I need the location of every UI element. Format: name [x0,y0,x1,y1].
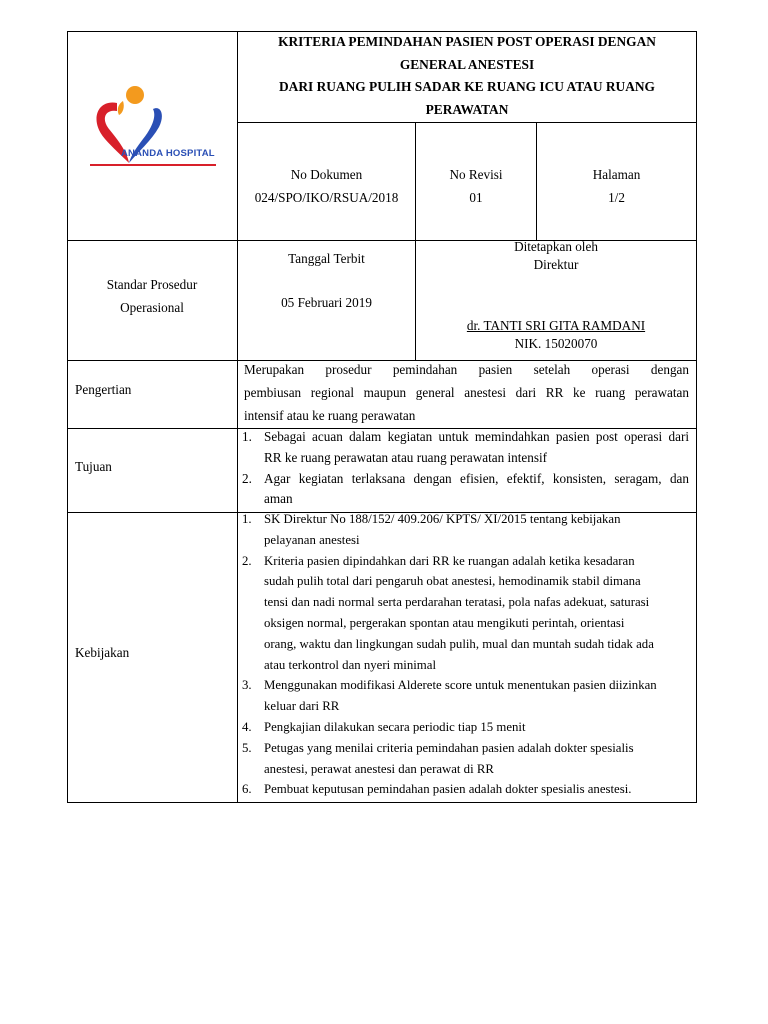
list-item [238,738,691,780]
doc-number-cell [238,163,415,209]
pengertian-line-3: intensif atau ke ruang perawatan [244,408,416,423]
title-line-3: DARI RUANG PULIH SADAR KE RUANG ICU ATAU RUANG [279,79,655,94]
approved-by-role: Direktur [533,257,579,272]
list-number: 1. [242,512,252,526]
signer-nik: NIK. 15020070 [514,336,598,351]
list-text: Pengkajian dilakukan secara periodic tiap 15 menit [264,719,526,734]
document-title [238,31,696,122]
list-text: SK Direktur No 188/152/ 409.206/ KPTS/ XI/2015 tentang kebijakan [264,512,621,526]
border-left [67,31,68,803]
list-item [238,551,691,676]
list-text: anestesi, perawat anestesi dan perawat di RR [264,761,494,776]
list-text: Agar kegiatan terlaksana dengan efisien, efektif, konsisten, seragam, dan [264,470,689,486]
list-item [238,509,691,551]
tujuan-list [238,427,689,510]
list-text: sudah pulih total dari pengaruh obat anestesi, hemodinamik stabil dimana [264,574,641,589]
list-text: pelayanan anestesi [264,532,360,547]
approved-by-label: Ditetapkan oleh [514,239,598,254]
tujuan-label: Tujuan [75,459,112,474]
pengertian-line-2: pembiusan regional maupun general anestesi dari RR ke ruang perawatan [244,385,689,400]
issue-date-label: Tanggal Terbit [288,251,365,266]
list-number: 4. [242,719,252,734]
list-text: Pembuat keputusan pemindahan pasien adalah dokter spesialis anestesi. [264,782,632,797]
list-text: oksigen normal, pergerakan spontan atau mengikuti perintah, orientasi [264,615,625,630]
title-line-1: KRITERIA PEMINDAHAN PASIEN POST OPERASI DENGAN [278,34,656,49]
sop-label-cell [67,273,237,319]
page-label: Halaman [592,167,641,182]
logo-text: ANANDA HOSPITAL [121,148,215,159]
pengertian-line-1: Merupakan prosedur pemindahan pasien setelah operasi dengan [244,362,689,377]
sop-label-line-1: Standar Prosedur [106,277,198,292]
list-item [238,717,691,738]
list-item [238,469,689,511]
list-number: 1. [242,429,252,444]
revision-label: No Revisi [449,167,503,182]
list-text: Sebagai acuan dalam kegiatan untuk memindahkan pasien post operasi dari [264,429,689,444]
title-line-4: PERAWATAN [425,101,509,117]
doc-number-label: No Dokumen [290,167,363,182]
list-number: 5. [242,740,252,755]
sop-document [67,31,697,803]
border-bottom [67,802,697,803]
row-line-title [237,122,697,123]
title-line-2: GENERAL ANESTESI [399,56,535,72]
hospital-logo [87,81,222,171]
kebijakan-list [238,509,691,800]
issue-date-cell [238,251,415,311]
list-item [238,779,691,800]
list-text: orang, waktu dan lingkungan sudah pulih, mual dan muntah sudah tidak ada [264,636,654,651]
sop-label-line-2: Operasional [120,300,184,315]
list-number: 6. [242,782,252,797]
pengertian-label: Pengertian [75,382,132,397]
pengertian-text [244,358,689,427]
list-text: RR ke ruang perawatan atau ruang perawatan intensif [264,449,548,465]
approval-cell [416,238,696,353]
list-text: keluar dari RR [264,699,340,714]
page-value: 1/2 [608,190,625,205]
list-text: aman [264,491,293,507]
kebijakan-label: Kebijakan [75,645,130,660]
list-text: Kriteria pasien dipindahkan dari RR ke ruangan adalah ketika kesadaran [264,553,635,568]
doc-number-value: 024/SPO/IKO/RSUA/2018 [254,190,399,205]
list-text: Menggunakan modifikasi Alderete score untuk menentukan pasien diizinkan [264,678,657,693]
list-number: 2. [242,470,252,486]
revision-cell [416,163,536,209]
list-item [238,427,689,469]
issue-date-value: 05 Februari 2019 [281,295,372,310]
revision-value: 01 [469,190,483,205]
list-item [238,675,691,717]
border-right [696,31,697,803]
list-number: 3. [242,678,252,693]
list-text: tensi dan nadi normal serta perdarahan teratasi, pola nafas adekuat, saturasi [264,595,650,610]
kebijakan-ordered-list [238,509,691,800]
list-number: 2. [242,553,252,568]
list-text: Petugas yang menilai criteria pemindahan pasien adalah dokter spesialis [264,740,634,755]
signer-name: dr. TANTI SRI GITA RAMDANI [466,318,646,333]
list-text: atau terkontrol dan nyeri minimal [264,657,436,672]
page-cell [537,163,696,209]
